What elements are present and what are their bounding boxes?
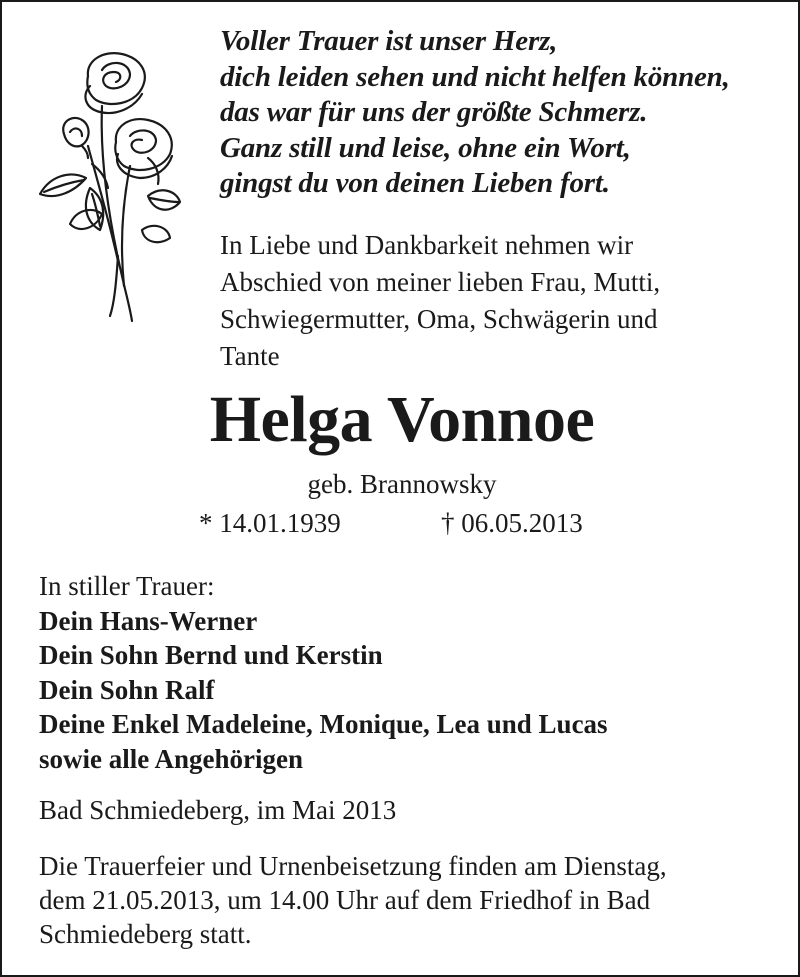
- intro-line: Tante: [220, 341, 280, 371]
- poem-line: Ganz still und leise, ohne ein Wort,: [220, 131, 631, 164]
- funeral-info: [39, 849, 789, 951]
- intro-text: [220, 227, 780, 375]
- poem-line: Voller Trauer ist unser Herz,: [220, 25, 558, 57]
- poem-line: dich leiden sehen und nicht helfen können,: [220, 60, 730, 93]
- funeral-line: Schmiedeberg statt.: [39, 919, 252, 949]
- mourners-heading: In stiller Trauer:: [39, 571, 215, 601]
- mourner-entry: Dein Sohn Ralf: [39, 674, 215, 705]
- intro-line: In Liebe und Dankbarkeit nehmen wir: [220, 230, 634, 260]
- maiden-name: [2, 466, 800, 502]
- birth-date: * 14.01.1939: [199, 508, 341, 538]
- funeral-line: Die Trauerfeier und Urnenbeisetzung finden am Dienstag,: [39, 851, 667, 881]
- poem-line: das war für uns der größte Schmerz.: [220, 96, 648, 128]
- death-date: † 06.05.2013: [441, 508, 583, 538]
- rose-icon: [30, 46, 190, 326]
- poem: [220, 24, 730, 202]
- poem-line: gingst du von deinen Lieben fort.: [220, 167, 610, 199]
- mourner-entry: Deine Enkel Madeleine, Monique, Lea und Lucas: [39, 709, 608, 739]
- maiden-name-text: geb. Brannowsky: [307, 469, 497, 499]
- intro-line: Schwiegermutter, Oma, Schwägerin und: [220, 304, 658, 334]
- intro-line: Abschied von meiner lieben Frau, Mutti,: [220, 267, 661, 297]
- place-date: Bad Schmiedeberg, im Mai 2013: [39, 795, 397, 825]
- mourner-entry: Dein Hans-Werner: [39, 605, 258, 636]
- funeral-line: dem 21.05.2013, um 14.00 Uhr auf dem Friedhof in Bad: [39, 885, 651, 915]
- mourners-list: [39, 569, 608, 776]
- deceased-name: Helga Vonnoe: [209, 383, 595, 456]
- mourner-entry: sowie alle Angehörigen: [39, 743, 303, 774]
- mourner-entry: Dein Sohn Bernd und Kerstin: [39, 640, 383, 670]
